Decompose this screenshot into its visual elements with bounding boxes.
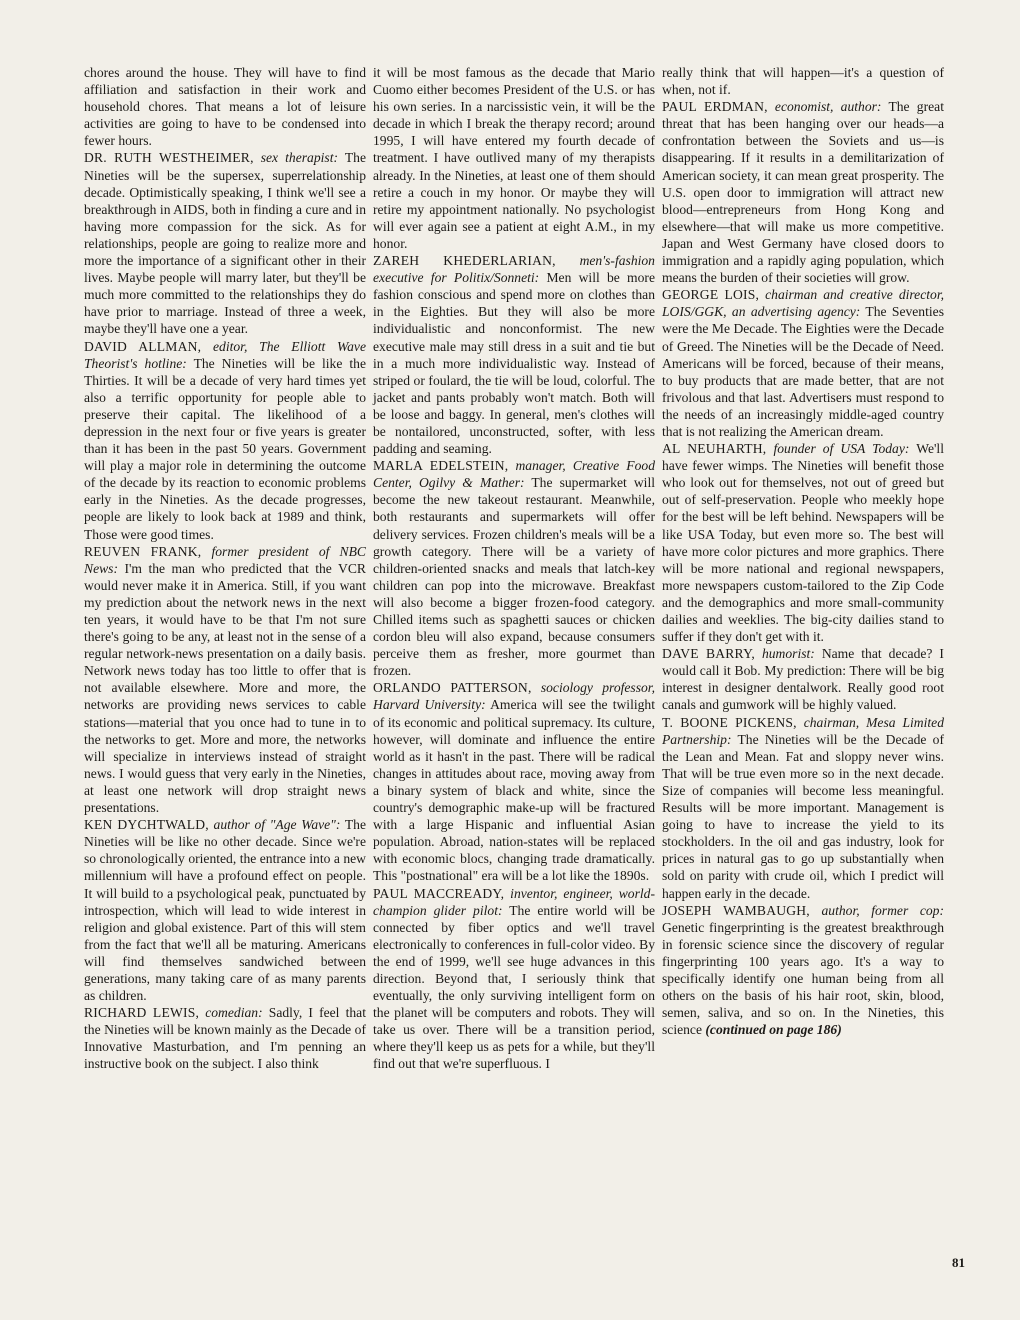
paragraph: [662, 286, 944, 440]
speaker-title: economist, author:: [767, 99, 882, 115]
quote-text: The entire world will be connected by fiber optics and we'll travel electronically to conferences in full-color video. By the end of 1999, we'll see huge advances in this direction. Beyond that, I seriously think that eventually, the only surviving intelligent form on the planet will be computers and robots. They will take us over. There will be a transition period, where they'll keep us as pets for a while, but they'll find out that we're superfluous. I: [373, 902, 655, 1072]
quote-text: The supermarket will become the new takeout restaurant. Meanwhile, both restaurants and supermarkets will offer delivery services. Frozen children's meals will be a growth category. There will be a variety of children-oriented snacks and meals that latch-key children can pop into the microwave. Breakfast will also become a bigger frozen-food category. Chilled items such as spaghetti sauces or chicken cordon bleu will also expand, because consumers perceive them as fresher, more gourmet than frozen.: [373, 475, 656, 679]
quote-text: Genetic fingerprinting is the greatest breakthrough in forensic science since the discovery of regular fingerprinting 100 years ago. It's a way to specifically identify one human being from all others on the basis of his hair root, skin, blood, semen, saliva, and so on. In the Nineties, this science: [662, 919, 944, 1038]
speaker-title: manager, Creative Food Center, Ogilvy & Mather:: [373, 458, 655, 491]
speaker-name: MARLA EDELSTEIN,: [373, 458, 509, 474]
speaker-name: AL NEUHARTH,: [662, 441, 767, 457]
paragraph: [373, 252, 655, 457]
speaker-name: DAVE BARRY,: [662, 646, 755, 662]
quote-text: The Nineties will be the Decade of the Lean and Mean. Fat and sloppy never wins. That will be true even more so in the next decade. Size of companies will become less meaningful. Results will be more important. Management is going to have to increase the yield to its stockholders. In the oil and gas industry, look for prices in natural gas to go up substantially when sold on parity with crude oil, which I predict will happen early in the decade.: [662, 731, 944, 901]
speaker-name: PAUL ERDMAN,: [662, 99, 768, 115]
paragraph: [84, 543, 366, 817]
paragraph: [84, 816, 366, 1004]
speaker-title: sociology professor, Harvard University:: [373, 680, 655, 713]
paragraph: [373, 885, 655, 1073]
speaker-name: JOSEPH WAMBAUGH,: [662, 902, 810, 918]
paragraph: [662, 645, 944, 713]
quote-text: The Nineties will be like no other decade. Since we're so chronologically oriented, the entrance into a new millennium will have a profound effect on people. It will build to a psychological peak, punctuated by introspection, which will lead to wide interest in religion and global existence. Part of this will stem from the fact that we'll all be maturing. Americans will find themselves sandwiched between generations, many taking care of as many parents as children.: [84, 817, 366, 1004]
text-column-3: [662, 64, 944, 1038]
quote-text: The great threat that has been hanging over our heads—a confrontation between the Soviets and us—is disappearing. If it results in a demilitarization of American society, it can mean great prosperity. The U.S. open door to immigration will attract new blood—entrepreneurs from Hong Kong and elsewhere—that will make us more competitive. Japan and West Germany have closed doors to immigration and a rapidly aging population, which means the burden of their societies will grow.: [662, 99, 944, 286]
speaker-title: men's-fashion executive for Politix/Sonneti:: [373, 253, 655, 286]
paragraph: [84, 338, 366, 543]
quote-text: Men will be more fashion conscious and spend more on clothes than in the Eighties. But they will also be more individualistic and nonconformist. The new executive male may still dress in a suit and tie but in a much more individualistic way. Instead of striped or foulard, the tie will be loud, colorful. The jacket and pants probably won't match. Both will be loose and baggy. In general, men's clothes will be nontailored, unconstructed, softer, with less padding and seaming.: [373, 270, 655, 457]
quote-text: America will see the twilight of its economic and political supremacy. Its culture, however, will dominate and influence the entire world as it hasn't in the past. There will be radical changes in attitudes about race, moving away from a binary system of black and white, since the country's demographic make-up will be fractured with a large Hispanic and influential Asian population. Abroad, nation-states will be replaced with economic blocs, changing trade dramatically. This "postnational" era will be a lot like the 1890s.: [373, 697, 655, 884]
speaker-name: REUVEN FRANK,: [84, 543, 202, 559]
speaker-title: former president of NBC News:: [84, 543, 366, 576]
speaker-title: founder of USA Today:: [766, 441, 910, 457]
quote-text: it will be most famous as the decade that Mario Cuomo either becomes President of the U.S. or has his own series. In a narcissistic vein, it will be the decade in which I break the therapy record; around 1995, I will have entered my fourth decade of treatment. I have outlived many of my therapists already. In the Nineties, at least one of them should retire a couch in my honor. Or maybe they will retire my appointment nationally. No psychologist will ever again see a patient at eight A.M., in my honor.: [373, 65, 655, 251]
speaker-title: editor, The Elliott Wave Theorist's hotline:: [84, 338, 366, 371]
paragraph: [662, 714, 944, 902]
speaker-title: humorist:: [754, 646, 815, 662]
speaker-title: author, former cop:: [809, 902, 944, 918]
speaker-name: T. BOONE PICKENS,: [662, 714, 797, 730]
paragraph: [662, 440, 944, 645]
text-column-1: [84, 64, 366, 1073]
speaker-name: KEN DYCHTWALD,: [84, 817, 209, 833]
quote-text: chores around the house. They will have to find affiliation and satisfaction in their work and household chores. That means a lot of leisure activities are going to have to be condensed into fewer hours.: [84, 65, 366, 149]
speaker-name: PAUL MACCREADY,: [373, 885, 505, 901]
text-column-2: [373, 64, 655, 1073]
speaker-name: RICHARD LEWIS,: [84, 1005, 200, 1021]
paragraph: [84, 64, 366, 149]
quote-text: The Nineties will be like the Thirties. It will be a decade of very hard times yet also a terrific opportunity for people able to preserve their capital. The likelihood of a depression in the next four or five years is greater than it has been in the past 50 years. Government will play a major role in determining the outcome of the decade by its reaction to economic problems early in the Nineties. As the decade progresses, people are likely to look back at 1989 and think, Those were good times.: [84, 355, 366, 542]
paragraph: [84, 149, 366, 337]
paragraph: [662, 98, 944, 286]
speaker-title: author of "Age Wave":: [208, 817, 341, 833]
quote-text: The Nineties will be the supersex, superrelationship decade. Optimistically speaking, I think we'll see a breakthrough in AIDS, both in finding a cure and in having more compassion for the sick. As for relationships, people are going to realize more and more the importance of a significant other in their lives. Maybe people will marry later, but they'll be much more committed to the relationships they do have prior to marriage. Instead of three a week, maybe they'll have one a year.: [84, 150, 366, 337]
speaker-title: chairman, Mesa Limited Partnership:: [662, 714, 944, 747]
speaker-title: sex therapist:: [253, 150, 339, 166]
speaker-name: ORLANDO PATTERSON,: [373, 680, 532, 696]
speaker-title: comedian:: [199, 1005, 263, 1021]
continued-note: (continued on page 186): [705, 1022, 842, 1038]
paragraph: [373, 679, 655, 884]
quote-text: really think that will happen—it's a question of when, not if.: [662, 65, 944, 98]
speaker-name: DAVID ALLMAN,: [84, 338, 202, 354]
paragraph: [662, 64, 944, 98]
paragraph: [373, 457, 655, 679]
speaker-name: DR. RUTH WESTHEIMER,: [84, 150, 254, 166]
page-number: 81: [952, 1255, 965, 1270]
quote-text: We'll have fewer wimps. The Nineties will benefit those who look out for themselves, not out of greed but out of self-preservation. People who meekly hope for the best will be left behind. Newspapers will be like USA Today, but even more so. The best will have more color pictures and more graphics. There will be more national and regional newspapers, more newspapers custom-tailored to the Zip Code and the demographics and more small-community dailies and weeklies. The big-city dailies stand to suffer if they don't get with it.: [662, 441, 944, 645]
quote-text: The Seventies were the Me Decade. The Eighties were the Decade of Greed. The Nineties will be the Decade of Need. Americans will be forced, because of their means, to buy products that are made better, that are not frivolous and that last. Advertisers must respond to the needs of an increasingly middle-aged country that is not realizing the American dream.: [662, 304, 944, 439]
speaker-title: chairman and creative director, LOIS/GGK, an advertising agency:: [662, 287, 945, 320]
quote-text: I'm the man who predicted that the VCR would never make it in America. Still, if you want my prediction about the network news in the next ten years, it would have to be that I'm not sure there's going to be any, at least not in the sense of a regular network-news presentation on a daily basis. Network news today has too little to offer that is not available elsewhere. More and more, the networks are providing news services to cable stations—material that you once had to tune in to the networks to get. More and more, the networks will specialize in interviews instead of straight news. I would guess that very early in the Nineties, at least one network will drop straight news presentations.: [84, 560, 366, 816]
speaker-name: GEORGE LOIS,: [662, 287, 760, 303]
paragraph: [373, 64, 655, 252]
speaker-title: inventor, engineer, world-champion glider pilot:: [373, 885, 655, 918]
quote-text: Sadly, I feel that the Nineties will be known mainly as the Decade of Innovative Masturbation, and I'm penning an instructive book on the subject. I also think: [84, 1005, 366, 1072]
paragraph: [662, 902, 944, 1039]
quote-text: Name that decade? I would call it Bob. My prediction: There will be big interest in designer dentalwork. Really good root canals and gumwork will be highly valued.: [662, 646, 944, 713]
paragraph: [84, 1004, 366, 1072]
speaker-name: ZAREH KHEDERLARIAN,: [373, 253, 556, 269]
